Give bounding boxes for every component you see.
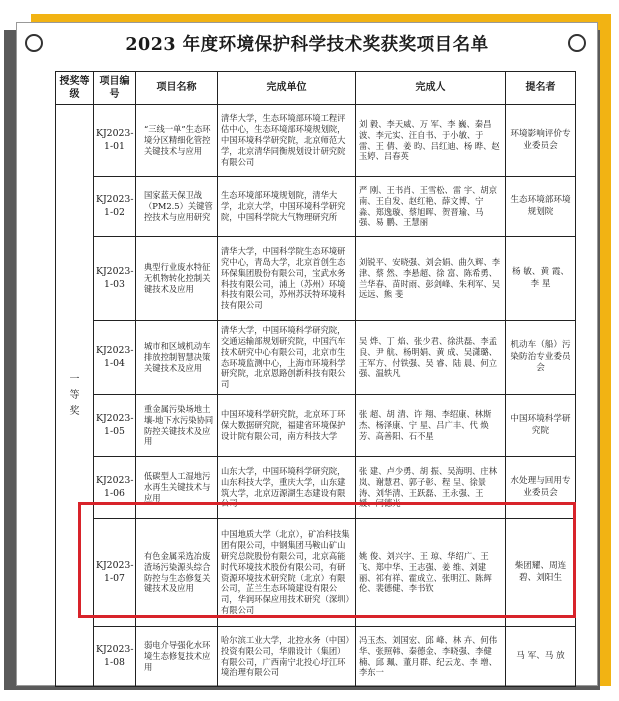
units-cell: 生态环境部环境规划院，清华大学，北京大学，中国环境科学研究院，中国科学院大气物理研究所 — [218, 177, 356, 237]
units-cell: 清华大学，生态环境部环境工程评估中心，生态环境部环境规划院，中国环境科学研究院，北京师范大学，北京清华同衡规划设计研究院有限公司 — [218, 105, 356, 177]
code-cell: KJ2023-1-01 — [94, 105, 136, 177]
nominator-cell: 机动车（船）污染防治专业委员会 — [506, 321, 576, 395]
name-cell: 国家蓝天保卫战（PM2.5）关键管控技术与应用研究 — [136, 177, 218, 237]
people-cell: 姚 俊、刘兴宇、王 琼、华绍广、王 飞、郑中华、王志强、姜 维、刘建丽、祁有祥、霍成立、张明江、陈辉伦、裴德健、李书钦 — [356, 519, 506, 627]
people-cell: 冯玉杰、刘国宏、邱 峰、林 卉、何伟华、张照韩、秦德金、李晓强、李健楠、邱 珮、董月群、纪云龙、李 增、李东一 — [356, 627, 506, 687]
nominator-cell: 马 军、马 放 — [506, 627, 576, 687]
code-cell: KJ2023-1-06 — [94, 457, 136, 519]
name-cell: 城市和区域机动车排放控制智慧决策关键技术及应用 — [136, 321, 218, 395]
code-cell: KJ2023-1-05 — [94, 395, 136, 457]
name-cell: 有色金属采选冶废渣场污染源头综合防控与生态修复关键技术及应用 — [136, 519, 218, 627]
table-row — [56, 395, 576, 457]
nominator-cell: 环境影响评价专业委员会 — [506, 105, 576, 177]
units-cell: 哈尔滨工业大学，北控水务（中国）投资有限公司，华鼎设计（集团）有限公司，广西南宁北投心圩江环境治理有限公司 — [218, 627, 356, 687]
table-row — [56, 105, 576, 177]
highlight-box — [78, 502, 576, 618]
units-cell: 山东大学，中国环境科学研究院，山东科技大学，重庆大学，山东建筑大学，北京迈源湖生态建设有限公司 — [218, 457, 356, 519]
table-row — [56, 321, 576, 395]
name-cell: “三线一单”生态环境分区精细化管控关键技术与应用 — [136, 105, 218, 177]
people-cell: 张 建、卢少勇、胡 振、吴海明、庄林岚、谢慧君、郭子彰、程 呈、徐景涛、刘华清、王跃磊、王永强、王 媛、闫德光 — [356, 457, 506, 519]
name-cell: 典型行业废水特征无机物转化控制关键技术及应用 — [136, 237, 218, 321]
grade-label: 一等奖 — [69, 373, 80, 417]
table-row — [56, 177, 576, 237]
nominator-cell: 生态环境部环境规划院 — [506, 177, 576, 237]
table-header-row — [56, 72, 576, 105]
code-cell: KJ2023-1-04 — [94, 321, 136, 395]
code-cell: KJ2023-1-07 — [94, 519, 136, 627]
header-name: 项目名称 — [136, 72, 218, 105]
code-cell: KJ2023-1-02 — [94, 177, 136, 237]
table-row — [56, 627, 576, 687]
people-cell: 张 超、胡 清、许 翔、李绍康、林斯杰、杨泽康、宁 星、吕广丰、代 焕芳、高善阳、石不星 — [356, 395, 506, 457]
header-people: 完成人 — [356, 72, 506, 105]
people-cell: 严 刚、王书肖、王雪松、雷 宇、胡京南、王自发、赵红艳、薛文博、宁 淼、郑逸璇、蔡旭晖、贺晋瑜、马 强、易 鹏、王慧丽 — [356, 177, 506, 237]
units-cell: 清华大学，中国科学院生态环境研究中心，青岛大学，北京首创生态环保集团股份有限公司，宝武水务科技有限公司，浦上（苏州）环境科技有限公司，苏州苏沃特环境科技有限公司 — [218, 237, 356, 321]
nominator-cell: 杨 敏、黄 霞、李 星 — [506, 237, 576, 321]
units-cell: 中国环境科学研究院，北京环丁环保大数据研究院，福建省环境保护设计院有限公司，南方科技大学 — [218, 395, 356, 457]
name-cell: 弱电介导强化水环境生态修复技术应用 — [136, 627, 218, 687]
nominator-cell: 中国环境科学研究院 — [506, 395, 576, 457]
nominator-cell: 柴团耀、周连碧、刘阳生 — [506, 519, 576, 627]
header-units: 完成单位 — [218, 72, 356, 105]
page-title: 2023 年度环境保护科学技术奖获奖项目名单 — [125, 35, 489, 55]
table-row — [56, 237, 576, 321]
header-nominator: 提名者 — [506, 72, 576, 105]
code-cell: KJ2023-1-03 — [94, 237, 136, 321]
nominator-cell: 水处理与回用专业委员会 — [506, 457, 576, 519]
header-grade: 授奖等级 — [56, 72, 94, 105]
name-cell: 低碳型人工湿地污水再生关键技术与应用 — [136, 457, 218, 519]
people-cell: 刘锐平、安晓强、刘会娟、曲久辉、李 津、蔡 然、李悬超、徐 富、陈希勇、兰华春、苗时雨、彭剑峰、朱利军、吴远远、熊 斐 — [356, 237, 506, 321]
people-cell: 刘 毅、李天威、万 军、李 巍、秦昌波、李元实、汪自书、于小敏、于 雷、王 倩、姜 昀、吕红迪、杨 晔、赵玉婷、吕春英 — [356, 105, 506, 177]
people-cell: 吴 烨、丁 焰、张少君、徐洪磊、李孟良、尹 航、杨明娟、黄 成、吴潇璐、王军方、付铁强、吴 睿、陆 晨、何立强、温轶凡 — [356, 321, 506, 395]
units-cell: 清华大学，中国环境科学研究院，交通运输部规划研究院，中国汽车技术研究中心有限公司，北京市生态环境监测中心，上海市环境科学研究院，北京恩路创新科技有限公司 — [218, 321, 356, 395]
header-code: 项目编号 — [94, 72, 136, 105]
code-cell: KJ2023-1-08 — [94, 627, 136, 687]
name-cell: 重金属污染场地土壤-地下水污染协同防控关键技术及应用 — [136, 395, 218, 457]
units-cell: 中国地质大学（北京），矿冶科技集团有限公司，中钢集团马鞍山矿山研究总院股份有限公司，北京高能时代环境技术股份有限公司，有研资源环境技术研究院（北京）有限公司，芷兰生态环境建设有限公司，华润环保应用技术研究（深圳）有限公司 — [218, 519, 356, 627]
